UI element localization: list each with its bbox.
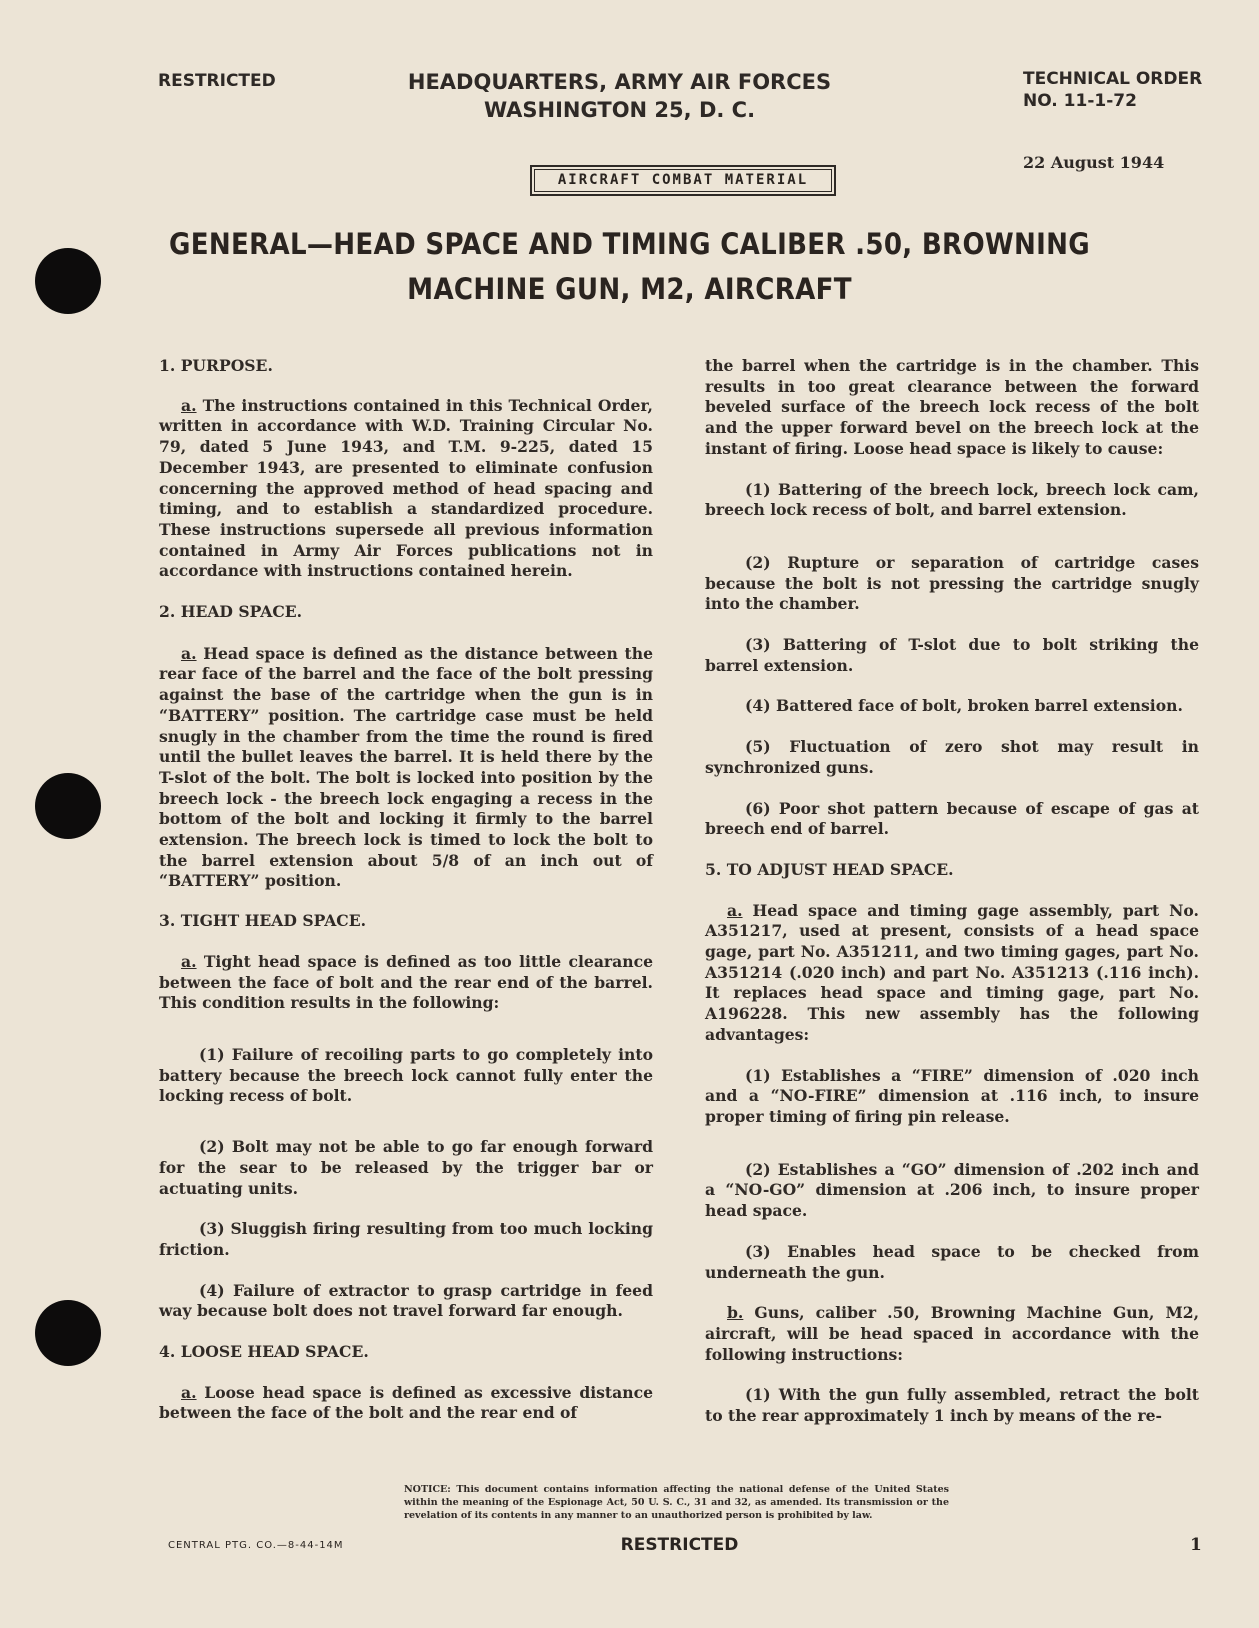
title-line-1: GENERAL—HEAD SPACE AND TIMING CALIBER .50, BROWNING <box>168 227 1090 261</box>
para-text: The instructions contained in this Technical Order, written in accordance with W.D. Training Circular No. 79, dated 5 June 1943, and T.M. 9-225, dated 15 December 1943, are presented to eliminate confusion concerning the approved method of head spacing and timing, and to establish a standardized procedure. These instructions supersede all previous information contained in Army Air Forces publications not in accordance with instructions contained herein. <box>159 395 653 581</box>
list-item: (4) Failure of extractor to grasp cartridge in feed way because bolt does not travel forward far enough. <box>159 1280 653 1321</box>
list-item: (1) Establishes a “FIRE” dimension of .020 inch and a “NO-FIRE” dimension at .116 inch, to insure proper timing of firing pin release. <box>705 1065 1199 1126</box>
category-label: AIRCRAFT COMBAT MATERIAL <box>534 169 832 192</box>
para-text: Head space and timing gage assembly, part No. A351217, used at present, consists of a head space gage, part No. A351211, and two timing gages, part No. A351214 (.020 inch) and part No. A351213 (.116 inch). It replaces head space and timing gage, part No. A196228. This new assembly has the following advantages: <box>705 900 1199 1044</box>
paragraph <box>705 1303 1199 1365</box>
page-number: 1 <box>1190 1535 1202 1555</box>
section-heading: 2. HEAD SPACE. <box>159 602 303 622</box>
section-heading: 3. TIGHT HEAD SPACE. <box>159 911 367 931</box>
title-line-2: MACHINE GUN, M2, AIRCRAFT <box>407 272 852 306</box>
list-item: (1) Failure of recoiling parts to go completely into battery because the breech lock cannot fully enter the locking recess of bolt. <box>159 1044 653 1106</box>
hq-line-2: WASHINGTON 25, D. C. <box>483 98 756 122</box>
left-column <box>159 356 653 1424</box>
para-mark: a. <box>181 1382 197 1402</box>
punch-hole <box>35 1300 101 1366</box>
paragraph: the barrel when the cartridge is in the chamber. This results in too great clearance between the forward beveled surface of the breech lock recess of the bolt and the upper forward bevel on the breech lock at the instant of firing. Loose head space is likely to cause: <box>705 356 1199 458</box>
list-item: (3) Enables head space to be checked from underneath the gun. <box>705 1241 1199 1282</box>
list-item: (3) Sluggish firing resulting from too much locking friction. <box>159 1219 653 1259</box>
hq-line-1: HEADQUARTERS, ARMY AIR FORCES <box>407 70 832 94</box>
to-line-2: NO. 11-1-72 <box>1023 91 1137 111</box>
para-mark: b. <box>727 1303 744 1323</box>
para-text: Guns, caliber .50, Browning Machine Gun, M2, aircraft, will be head spaced in accordance with the following instructions: <box>705 1303 1199 1364</box>
section-heading: 4. LOOSE HEAD SPACE. <box>159 1342 369 1362</box>
para-mark: a. <box>181 951 197 971</box>
paragraph <box>159 1383 653 1424</box>
para-text: Loose head space is defined as excessive distance between the face of the bolt and the rear end of <box>159 1382 653 1423</box>
security-notice: NOTICE: This document contains information affecting the national defense of the United States within the meaning of the Espionage Act, 50 U. S. C., 31 and 32, as amended. Its transmission or the revelation of its contents in any manner to an unauthorized person is prohibited by law. <box>404 1484 949 1521</box>
category-box <box>530 165 836 196</box>
list-item: (1) Battering of the breech lock, breech lock cam, breech lock recess of bolt, and barrel extension. <box>705 479 1199 520</box>
issue-date: 22 August 1944 <box>1023 153 1165 172</box>
para-text: Tight head space is defined as too little clearance between the face of bolt and the rear end of the barrel. This condition results in the following: <box>159 951 653 1013</box>
list-item: (5) Fluctuation of zero shot may result in synchronized guns. <box>705 737 1199 777</box>
list-item: (2) Establishes a “GO” dimension of .202 inch and a “NO-GO” dimension at .206 inch, to insure proper head space. <box>705 1159 1199 1221</box>
list-item: (6) Poor shot pattern because of escape of gas at breech end of barrel. <box>705 798 1199 839</box>
list-item: (1) With the gun fully assembled, retract the bolt to the rear approximately 1 inch by means of the re- <box>705 1385 1199 1426</box>
list-item: (2) Rupture or separation of cartridge cases because the bolt is not pressing the cartridge snugly into the chamber. <box>705 552 1199 614</box>
right-column <box>705 356 1199 1427</box>
list-item: (3) Battering of T-slot due to bolt striking the barrel extension. <box>705 635 1199 675</box>
paragraph <box>705 901 1199 1046</box>
paragraph <box>159 396 653 582</box>
para-mark: a. <box>727 900 743 920</box>
para-text: Head space is defined as the distance between the rear face of the barrel and the face of the bolt pressing against the base of the cartridge when the gun is in “BATTERY” position. The cartridge case must be held snugly in the chamber from the time the round is fired until the bullet leaves the barrel. It is held there by the T-slot of the bolt. The bolt is locked into position by the breech lock - the breech lock engaging a recess in the bottom of the bolt and locking it firmly to the barrel extension. The breech lock is timed to lock the bolt to the barrel extension about 5/8 of an inch out of “BATTERY” position. <box>159 643 653 891</box>
para-mark: a. <box>181 395 197 415</box>
list-item: (2) Bolt may not be able to go far enough forward for the sear to be released by the trigger bar or actuating units. <box>159 1137 653 1198</box>
classification-top: RESTRICTED <box>158 71 276 91</box>
document-title <box>0 222 1259 312</box>
punch-hole <box>35 773 101 839</box>
section-heading: 1. PURPOSE. <box>159 356 273 375</box>
list-item: (4) Battered face of bolt, broken barrel extension. <box>745 696 1183 716</box>
para-mark: a. <box>181 643 197 663</box>
paragraph <box>159 952 653 1014</box>
to-line-1: TECHNICAL ORDER <box>1023 69 1203 89</box>
printer-imprint: CENTRAL PTG. CO.—8-44-14M <box>168 1540 344 1551</box>
section-heading: 5. TO ADJUST HEAD SPACE. <box>705 859 954 879</box>
technical-order-number <box>1023 68 1202 112</box>
classification-bottom: RESTRICTED <box>620 1535 739 1555</box>
paragraph <box>159 644 653 892</box>
